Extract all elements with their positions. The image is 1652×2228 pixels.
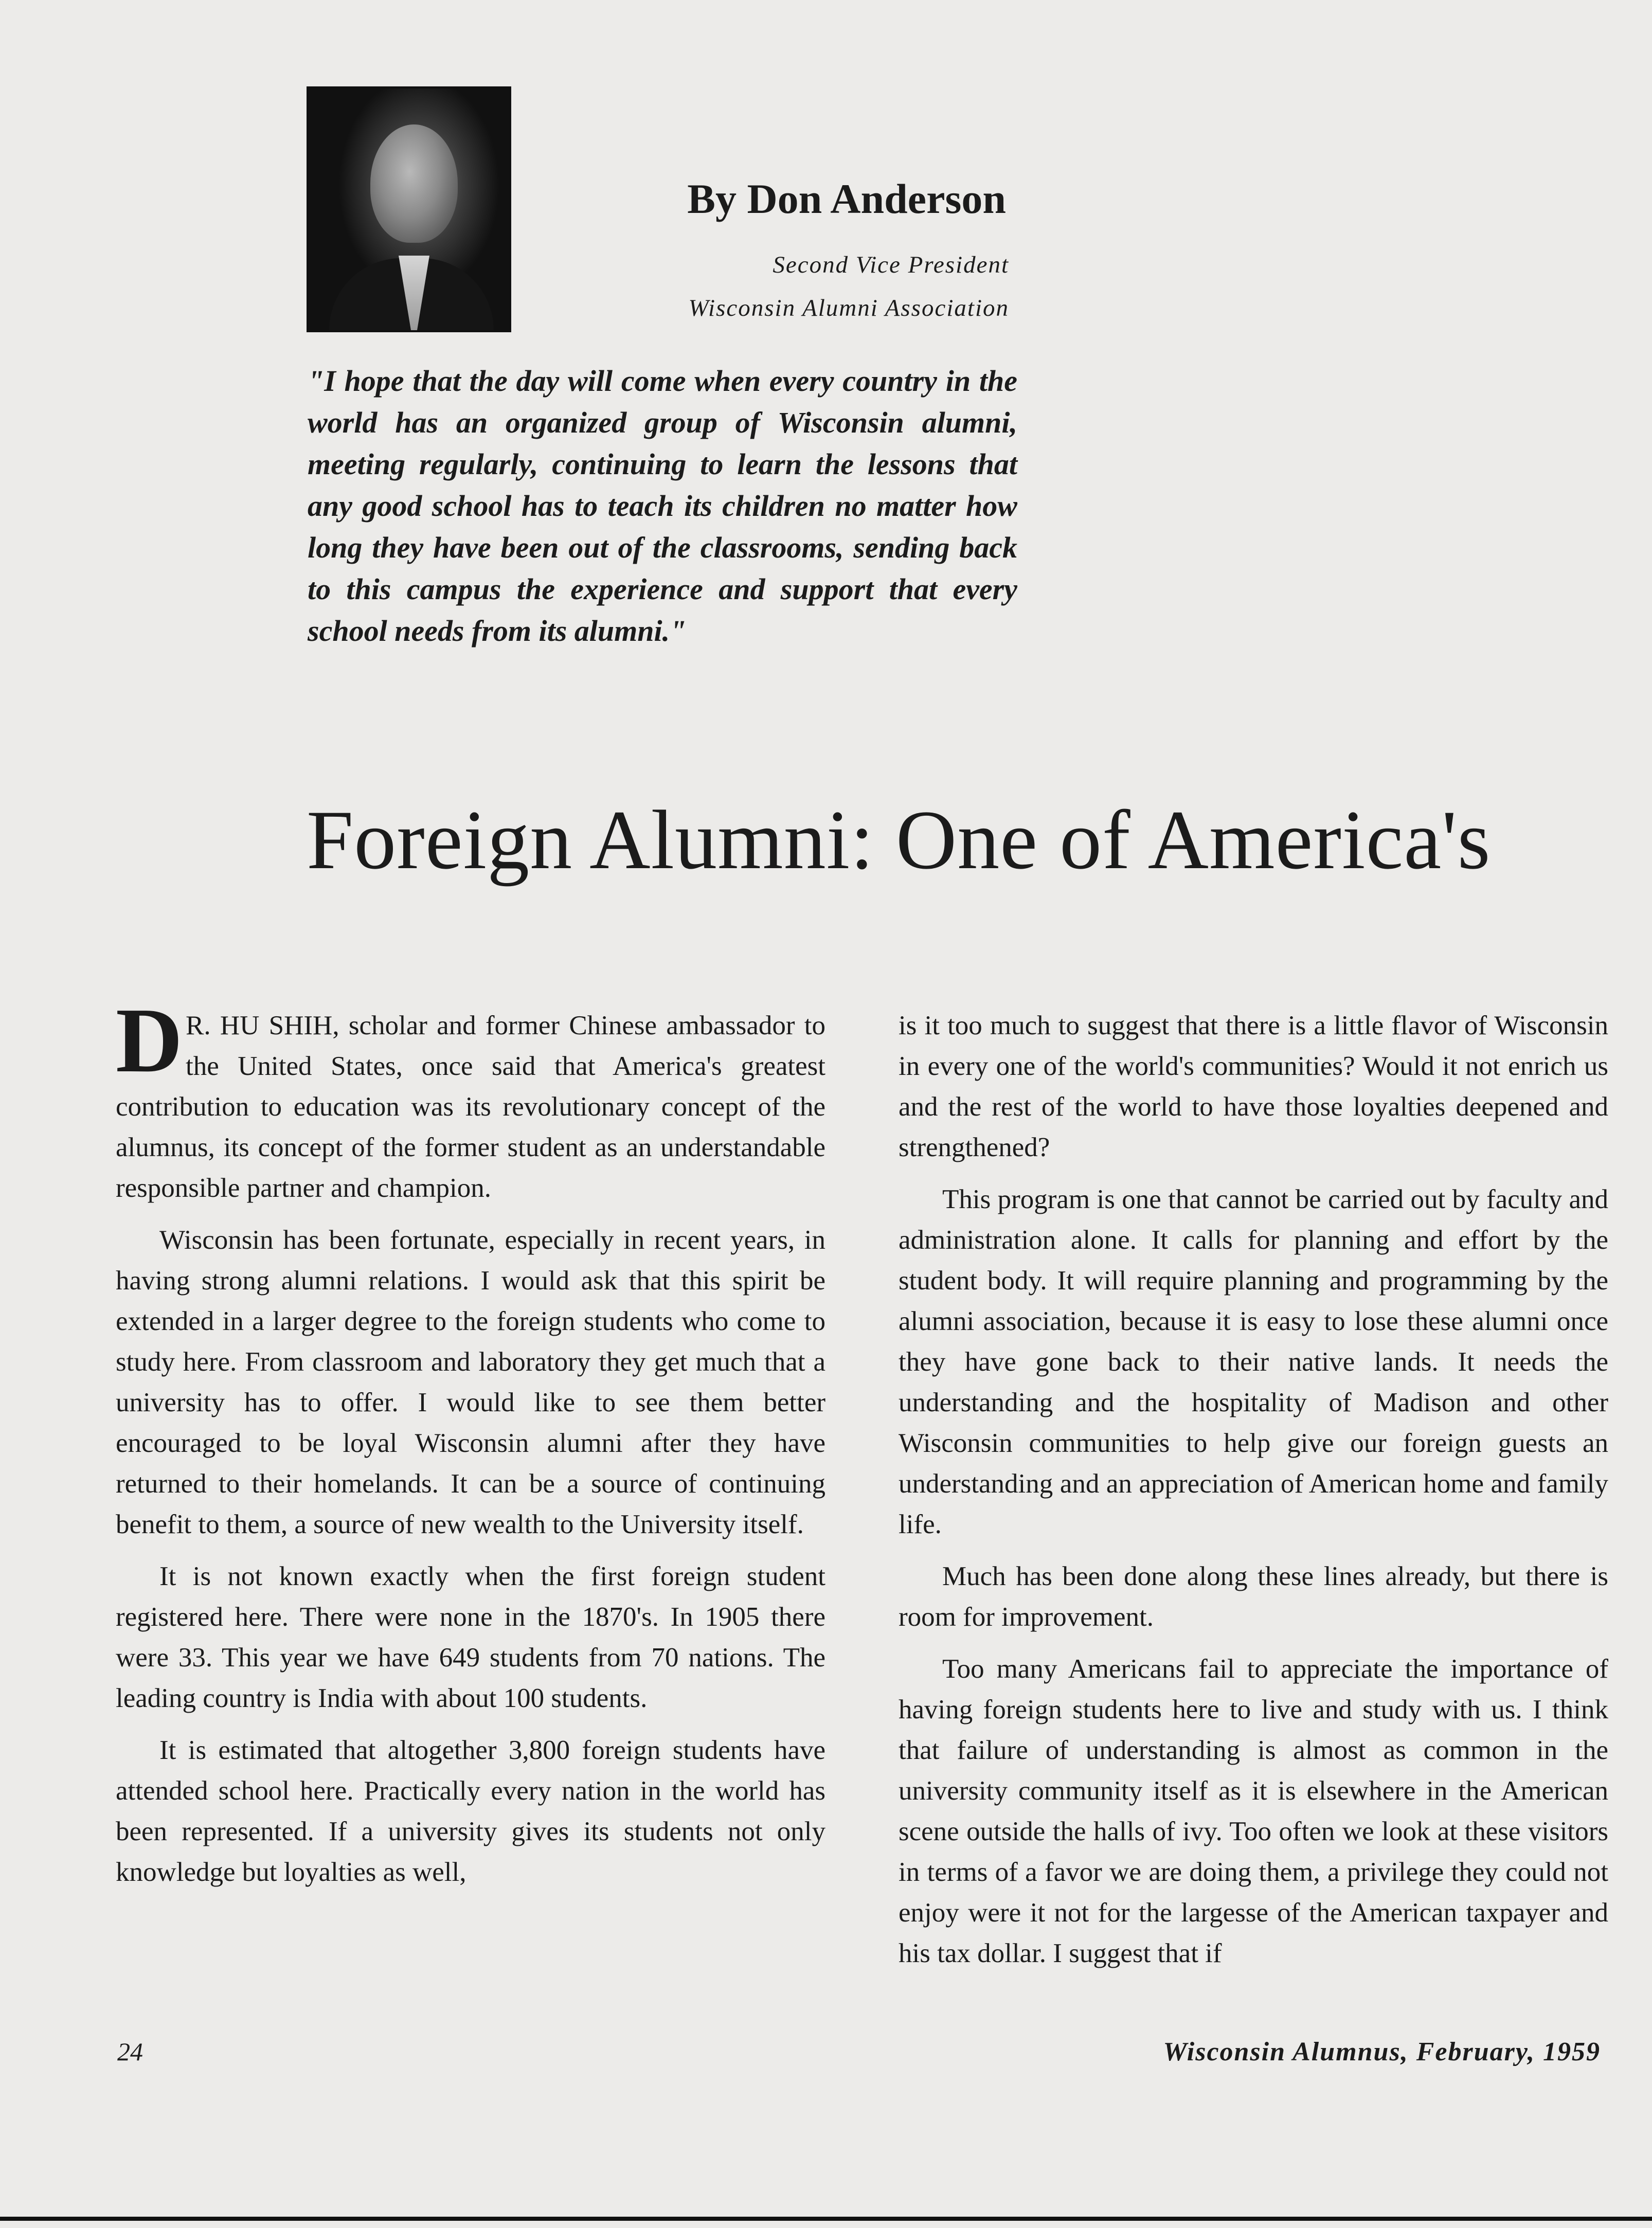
bottom-edge-rule	[0, 2217, 1652, 2221]
publication-footer: Wisconsin Alumnus, February, 1959	[1163, 2037, 1601, 2067]
author-portrait-photo	[307, 86, 511, 332]
article-paragraph: This program is one that cannot be carried out by faculty and administration alone. It calls for planning and effort by the student body. It will require planning and programming by the alumni association, because it is easy to lose these alumni once they have gone back to their native lands. It needs the understanding and the hospitality of Madison and other Wisconsin communities to help give our foreign guests an understanding and an appreciation of American home and family life.	[899, 1184, 1608, 1539]
article-column-right	[899, 1005, 1608, 1974]
article-paragraph: Too many Americans fail to appreciate the importance of having foreign students here to live and study with us. I think that failure of understanding is almost as common in the university community itself as it is elsewhere in the American scene outside the halls of ivy. Too often we look at these visitors in terms of a favor we are doing them, a privilege they could not enjoy were it not for the largesse of the American taxpayer and his tax dollar. I suggest that if	[899, 1654, 1608, 1968]
article-headline: Foreign Alumni: One of America's	[307, 794, 1491, 887]
article-paragraph: It is not known exactly when the first foreign student registered here. There were none in the 1870's. In 1905 there were 33. This year we have 649 students from 70 nations. The leading country is India with about 100 students.	[116, 1561, 825, 1713]
article-paragraph: is it too much to suggest that there is a little flavor of Wisconsin in every one of the world's communities? Would it not enrich us and the rest of the world to have those loyalties deepened and strengthened?	[899, 1011, 1608, 1162]
article-paragraph: Wisconsin has been fortunate, especially in recent years, in having strong alumni relations. I would ask that this spirit be extended in a larger degree to the foreign students who come to study here. From classroom and laboratory they get much that a university has to offer. I would like to see them better encouraged to be loyal Wisconsin alumni after they have returned to their homelands. It can be a source of continuing benefit to them, a source of new wealth to the University itself.	[116, 1225, 825, 1539]
drop-cap: D	[116, 989, 183, 1091]
pull-quote: "I hope that the day will come when every country in the world has an organized group of Wisconsin alumni, meeting regularly, continuing to learn the lessons that any good school has to teach its children no matter how long they have been out of the classrooms, sending back to this campus the experience and support that every school needs from its alumni."	[308, 364, 1017, 648]
article-column-left	[116, 989, 825, 1893]
page-number: 24	[117, 2037, 143, 2066]
portrait-head	[370, 124, 458, 243]
article-paragraph: Much has been done along these lines already, but there is room for improvement.	[899, 1561, 1608, 1632]
author-title-line-2: Wisconsin Alumni Association	[688, 295, 1009, 321]
author-byline: By Don Anderson	[687, 175, 1006, 222]
article-paragraph: D R. HU SHIH, scholar and former Chinese ambassador to the United States, once said that America's greatest contribution to education was its revolutionary concept of the alumnus, its concept of the former student as an understandable responsible partner and champion.	[116, 989, 825, 1203]
article-paragraph: It is estimated that altogether 3,800 foreign students have attended school here. Practically every nation in the world has been represented. If a university gives its students not only knowledge but loyalties as well,	[116, 1735, 825, 1887]
author-title-line-1: Second Vice President	[773, 251, 1009, 278]
